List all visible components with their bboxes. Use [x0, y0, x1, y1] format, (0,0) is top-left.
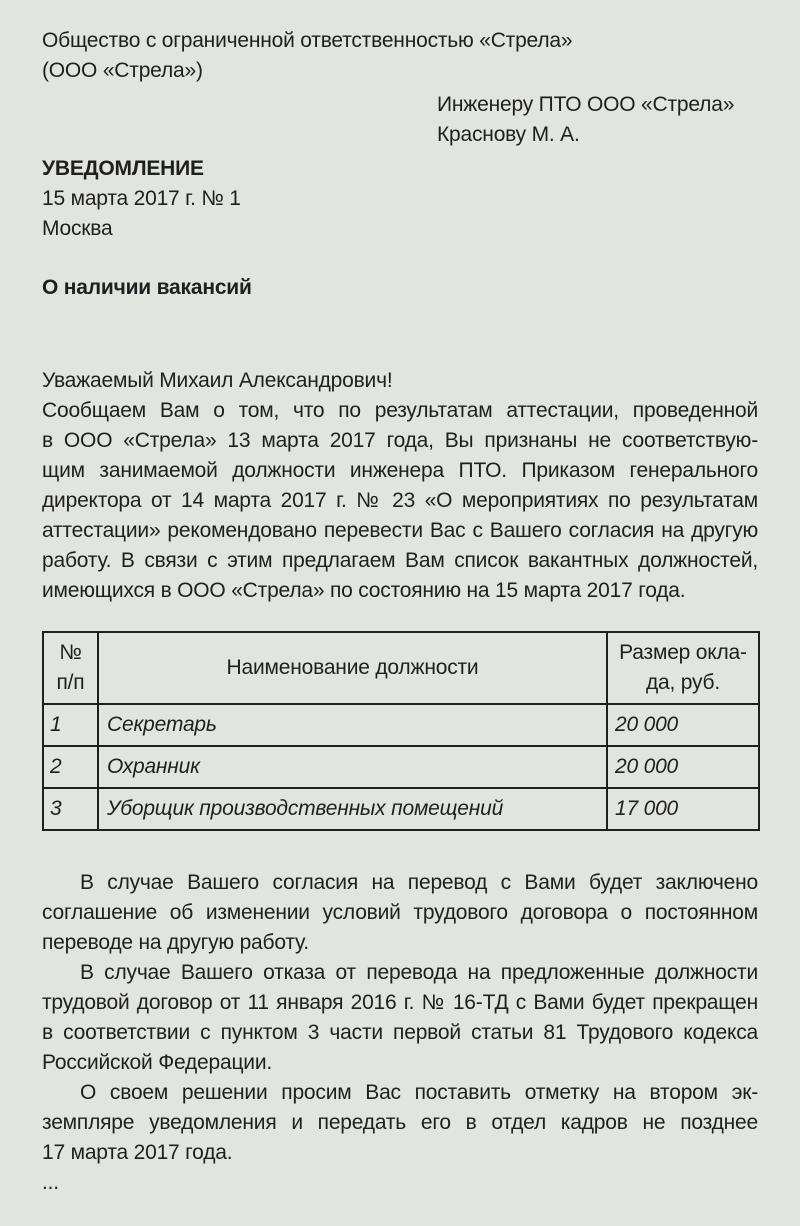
paragraph1-line: Сообщаем Вам о том, что по результатам аттестации, проведенной	[42, 399, 758, 422]
paragraph1-line: директора от 14 марта 2017 г. № 23 «О мероприятиях по результатам	[42, 489, 758, 512]
paragraph3-line: В случае Вашего отказа от перевода на предложенные должности	[80, 961, 758, 984]
paragraph1-line: аттестации» рекомендовано перевести Вас с Вашего согласия на другую	[42, 519, 758, 542]
paragraph4-line: 17 марта 2017 года.	[42, 1141, 233, 1164]
paragraph3-line: трудовой договор от 11 января 2016 г. № 16-ТД с Вами будет прекращен	[42, 991, 758, 1014]
paragraph2-line: соглашение об изменении условий трудового договора о постоянном	[42, 901, 758, 924]
paragraph1-line: имеющихся в ООО «Стрела» по состоянию на 15 марта 2017 года.	[42, 579, 686, 602]
doc-city: Москва	[42, 217, 113, 240]
paragraph3-line: в соответствии с пунктом 3 части первой статьи 81 Трудового кодекса	[42, 1021, 758, 1044]
company-short-name-line: (ООО «Стрела»)	[42, 59, 203, 82]
paragraph2-line: переводе на другую работу.	[42, 931, 309, 954]
doc-title-block	[42, 154, 758, 244]
salutation-line: Уважаемый Михаил Александрович!	[42, 369, 393, 392]
row-number-cell: 2	[43, 746, 98, 788]
vacancy-table	[42, 631, 760, 831]
body-section-bottom	[42, 868, 758, 1198]
table-header-num	[43, 632, 98, 704]
table-header-salary-line1: Размер окла-	[619, 641, 747, 664]
paragraph3-line: Российской Федерации.	[42, 1051, 272, 1074]
table-row	[43, 746, 759, 788]
addressee-block	[437, 90, 758, 150]
row-salary-cell: 17 000	[607, 788, 759, 830]
table-header-salary-line2: да, руб.	[645, 671, 721, 694]
row-salary-cell: 20 000	[607, 704, 759, 746]
paragraph4-line: О своем решении просим Вас поставить отметку на втором эк-	[80, 1081, 758, 1104]
row-position-cell: Секретарь	[98, 704, 607, 746]
paragraph2-line: В случае Вашего согласия на перевод с Вами будет заключено	[80, 871, 758, 894]
row-number-cell: 1	[43, 704, 98, 746]
doc-subject-block	[42, 273, 758, 303]
paragraph4-line: земпляре уведомления и передать его в отдел кадров не позднее	[42, 1111, 758, 1134]
paragraph1-line: в ООО «Стрела» 13 марта 2017 года, Вы признаны не соответствую-	[42, 429, 758, 452]
addressee-position-line: Инженеру ПТО ООО «Стрела»	[437, 93, 735, 116]
addressee-name-line: Краснову М. А.	[437, 123, 580, 146]
doc-subject: О наличии вакансий	[42, 276, 252, 299]
company-name-block	[42, 26, 758, 86]
paragraph1-line: работу. В связи с этим предлагаем Вам список вакантных должностей,	[42, 549, 758, 572]
table-header-num-line2: п/п	[56, 671, 85, 694]
row-position-cell: Уборщик производственных помещений	[98, 788, 607, 830]
row-number-cell: 3	[43, 788, 98, 830]
doc-type-title: УВЕДОМЛЕНИЕ	[42, 157, 204, 180]
row-position-cell: Охранник	[98, 746, 607, 788]
table-header-position: Наименование должности	[98, 632, 607, 704]
doc-date-number: 15 марта 2017 г. № 1	[42, 187, 241, 210]
company-name-line: Общество с ограниченной ответственностью «Стрела»	[42, 29, 573, 52]
table-row	[43, 704, 759, 746]
ellipsis-line: ...	[42, 1171, 59, 1194]
table-header-row	[43, 632, 759, 704]
table-header-salary	[607, 632, 759, 704]
row-salary-cell: 20 000	[607, 746, 759, 788]
body-section-top	[42, 366, 758, 606]
table-row	[43, 788, 759, 830]
paragraph1-line: щим занимаемой должности инженера ПТО. Приказом генерального	[42, 459, 758, 482]
table-header-num-line1: №	[59, 641, 82, 664]
